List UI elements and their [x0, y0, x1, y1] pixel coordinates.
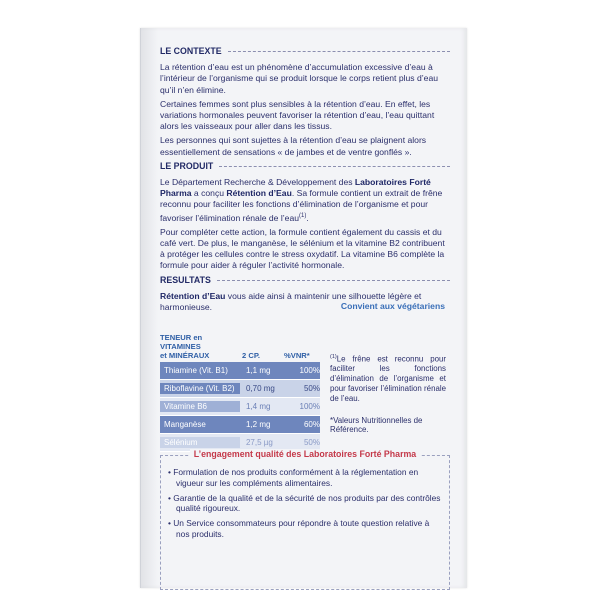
- product-name: Rétention d’Eau: [226, 188, 292, 199]
- nutrient-name: Vitamine B6: [160, 401, 240, 412]
- product-paragraph-1: Le Département Recherche & Développement des Laboratoires Forté Pharma a conçu Rétention d’Eau. Sa formule contient un extrait de frêne reconnu pour faciliter les fonctions d’élimination de l’organisme et pour favoriser l’élimination rénale de l’eau$^{(1)}$.: [160, 177, 443, 223]
- package-edge-shadow: [140, 28, 158, 588]
- nutrient-name: Thiamine (Vit. B1): [164, 365, 228, 375]
- footnote-ref: (1): [299, 212, 307, 219]
- product-heading: LE PRODUIT: [160, 161, 450, 172]
- nutrient-name: Riboflavine (Vit. B2): [160, 383, 240, 394]
- table-row: [160, 380, 320, 398]
- quality-commitment-list: [168, 467, 444, 544]
- header-col1-line1: TENEUR en VITAMINES: [160, 333, 203, 351]
- label-content: [160, 44, 450, 539]
- table-row: [160, 362, 320, 380]
- header-col1-line2: et MINÉRAUX: [160, 351, 210, 360]
- list-item: • Un Service consommateurs pour répondre à toute question relative à nos produits.: [168, 518, 430, 539]
- list-item: • Garantie de la qualité et de la sécurité de nos produits par des contrôles qualité rigoureux.: [168, 492, 441, 514]
- table-row: [160, 416, 320, 434]
- table-row: [160, 398, 320, 416]
- footnotes: [330, 353, 446, 435]
- product-name: Rétention d’Eau: [160, 290, 226, 301]
- context-paragraph-1: La rétention d’eau est un phénomène d’accumulation excessive d’eau à l’intérieur de l’organisme qui se produit lorsque le corps retient plus d’eau qu’il n’en élimine.: [160, 62, 439, 95]
- list-item: • Formulation de nos produits conformément à la réglementation en vigueur sur les compléments alimentaires.: [168, 467, 419, 488]
- footnote-1: $^{(1)}$Le frêne est reconnu pour faciliter les fonctions d’élimination de l’organisme et pour favoriser l’élimination rénale de l’eau.: [330, 354, 446, 403]
- nutrient-amount: 1,4 mg: [245, 401, 271, 411]
- nutrient-vnr: 60%: [303, 419, 320, 429]
- nutrient-vnr: 100%: [299, 401, 320, 411]
- nutrient-amount: 27,5 µg: [245, 437, 273, 447]
- header-col2: 2 CP.: [242, 351, 261, 360]
- heading-rule: [228, 51, 450, 52]
- quality-commitment-title: L’engagement qualité des Laboratoires Forté Pharma: [160, 449, 450, 460]
- vegetarian-note: Convient aux végétariens: [340, 301, 445, 311]
- nutrient-vnr: 50%: [303, 437, 320, 447]
- footnote-vnr: *Valeurs Nutritionnelles de Référence.: [330, 415, 423, 435]
- nutrient-amount: 1,1 mg: [245, 365, 271, 375]
- nutrient-name: Sélénium: [160, 437, 240, 448]
- nutrient-vnr: 100%: [299, 365, 320, 375]
- nutrient-amount: 0,70 mg: [245, 383, 275, 393]
- results-heading: RESULTATS: [160, 275, 450, 286]
- heading-rule: [217, 280, 450, 281]
- product-paragraph-2: Pour compléter cette action, la formule contient également du cassis et du café vert. De plus, le manganèse, le sélénium et la vitamine B2 contribuent à protéger les cellules contre le stress oxydatif. La vitamine B6 complète la formule pour aider à réguler l’activité hormonale.: [160, 226, 445, 271]
- results-paragraph: Rétention d’Eau vous aide ainsi à maintenir une silhouette légère et harmonieuse.: [160, 290, 422, 312]
- context-paragraph-2: Certaines femmes sont plus sensibles à la rétention d’eau. En effet, les variations hormonales peuvent favoriser la rétention d’eau, l’eau quittant alors les vaisseaux pour aller dans les tissus.: [160, 98, 435, 132]
- nutrient-name: Manganèse: [164, 419, 206, 429]
- header-col3: %VNR*: [284, 351, 310, 360]
- nutrient-amount: 1,2 mg: [245, 419, 271, 429]
- nutrition-table-header: [160, 333, 320, 360]
- context-heading: LE CONTEXTE: [160, 46, 450, 57]
- nutrient-vnr: 50%: [303, 383, 320, 393]
- context-paragraph-3: Les personnes qui sont sujettes à la rétention d’eau se plaignent alors essentiellement de sensations « de jambes et de ventre gonflés ».: [160, 135, 427, 157]
- nutrition-table: [160, 333, 320, 452]
- heading-rule: [219, 166, 450, 167]
- brand-name: Laboratoires Forté Pharma: [160, 177, 431, 199]
